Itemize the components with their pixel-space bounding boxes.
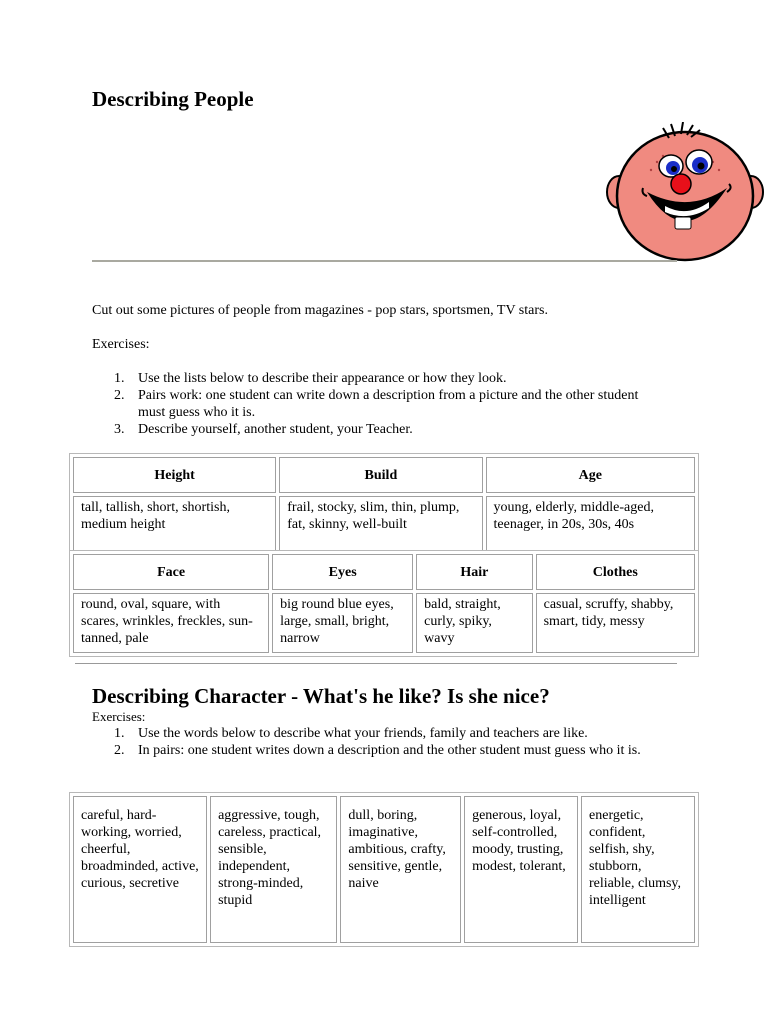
table-header-row <box>73 457 695 493</box>
list-item-text: Use the words below to describe what your friends, family and teachers are like. <box>138 726 588 741</box>
list-item <box>92 421 662 438</box>
character-exercise-list <box>92 725 692 759</box>
header-age: Age <box>486 457 695 493</box>
list-item-text: Use the lists below to describe their appearance or how they look. <box>138 371 507 386</box>
laughing-face-clipart <box>605 122 765 264</box>
appearance-table-1 <box>69 453 699 560</box>
cell-eyes: big round blue eyes, large, small, bright, narrow <box>272 593 413 653</box>
table-row <box>73 796 695 943</box>
cell-face: round, oval, square, with scares, wrinkles, freckles, sun-tanned, pale <box>73 593 269 653</box>
list-item <box>92 370 662 387</box>
header-face: Face <box>73 554 269 590</box>
character-cell: careful, hard-working, worried, cheerful, broadminded, active, curious, secretive <box>73 796 207 943</box>
header-clothes: Clothes <box>536 554 695 590</box>
section-divider <box>92 260 677 262</box>
intro-text: Cut out some pictures of people from magazines - pop stars, sportsmen, TV stars. <box>92 303 548 318</box>
list-item-text: Describe yourself, another student, your Teacher. <box>138 422 413 437</box>
cell-hair: bald, straight, curly, spiky, wavy <box>416 593 532 653</box>
page-title: Describing People <box>92 87 254 111</box>
character-title: Describing Character - What's he like? Is she nice? <box>92 684 550 708</box>
list-item <box>92 387 662 421</box>
header-height: Height <box>73 457 276 493</box>
header-hair: Hair <box>416 554 532 590</box>
character-cell: energetic, confident, selfish, shy, stubborn, reliable, clumsy, intelligent <box>581 796 695 943</box>
list-item-number: 1. <box>114 726 125 741</box>
exercises-label: Exercises: <box>92 337 150 352</box>
table-row <box>73 593 695 653</box>
character-cell: generous, loyal, self-controlled, moody, trusting, modest, tolerant, <box>464 796 578 943</box>
list-item <box>92 742 692 759</box>
character-cell: aggressive, tough, careless, practical, sensible, independent, strong-minded, stupid <box>210 796 337 943</box>
header-build: Build <box>279 457 482 493</box>
cell-build: frail, stocky, slim, thin, plump, fat, skinny, well-built <box>279 496 482 556</box>
list-item-number: 2. <box>114 388 125 403</box>
list-item-number: 3. <box>114 422 125 437</box>
character-table <box>69 792 699 947</box>
table-row <box>73 496 695 556</box>
list-item <box>92 725 692 742</box>
exercise-list <box>92 370 662 438</box>
cell-clothes: casual, scruffy, shabby, smart, tidy, messy <box>536 593 695 653</box>
cell-height: tall, tallish, short, shortish, medium height <box>73 496 276 556</box>
cell-age: young, elderly, middle-aged, teenager, in 20s, 30s, 40s <box>486 496 695 556</box>
table-bottom-rule <box>75 663 677 664</box>
list-item-text: Pairs work: one student can write down a description from a picture and the other student must guess who it is. <box>138 388 639 420</box>
list-item-number: 1. <box>114 371 125 386</box>
character-exercises-label: Exercises: <box>92 709 146 724</box>
header-eyes: Eyes <box>272 554 413 590</box>
list-item-text: In pairs: one student writes down a description and the other student must guess who it is. <box>138 743 641 758</box>
appearance-table-2 <box>69 550 699 657</box>
list-item-number: 2. <box>114 743 125 758</box>
table-header-row <box>73 554 695 590</box>
character-cell: dull, boring, imaginative, ambitious, crafty, sensitive, gentle, naive <box>340 796 461 943</box>
